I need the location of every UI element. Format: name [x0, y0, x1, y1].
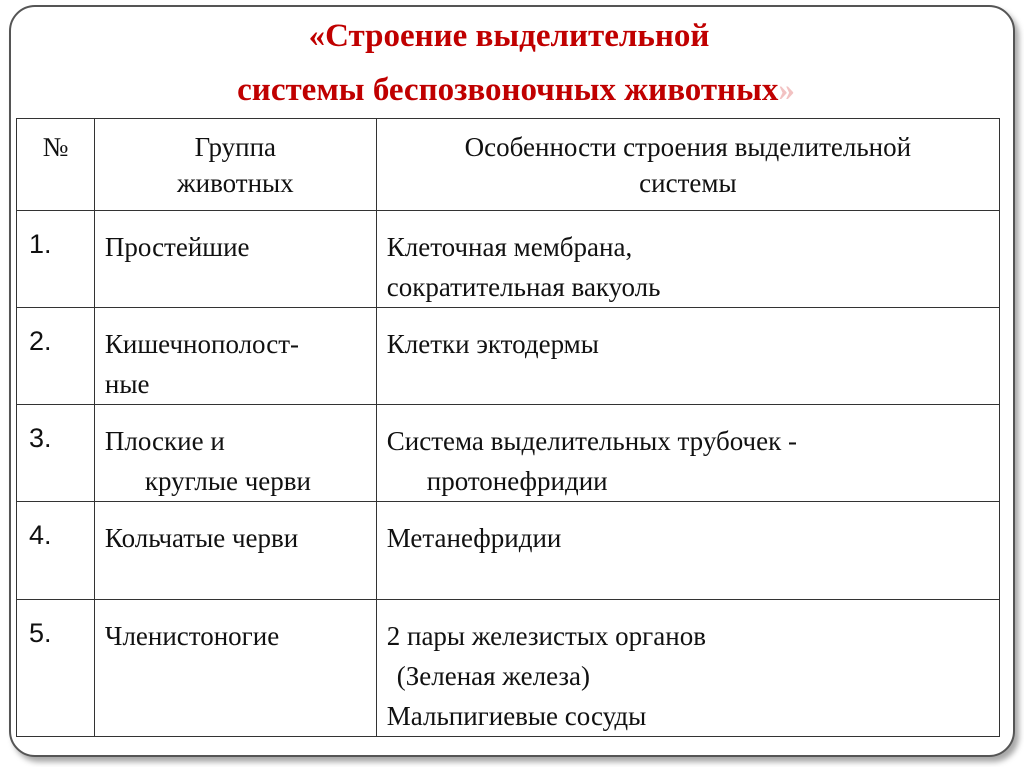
row-number: 1.	[17, 211, 95, 308]
desc-line-1: Система выделительных трубочек -	[386, 426, 797, 456]
table-row	[17, 308, 1000, 405]
row-number: 4.	[17, 502, 95, 600]
title-line-2	[0, 63, 1024, 117]
group-line-1: Кольчатые черви	[104, 523, 299, 553]
title-line-2-text: системы беспозвоночных животных	[237, 72, 779, 108]
row-group	[94, 502, 376, 600]
row-description	[376, 600, 999, 737]
row-description	[376, 502, 999, 600]
desc-line-1: Метанефридии	[386, 523, 562, 553]
group-line-2: ные	[104, 369, 150, 399]
row-group	[94, 600, 376, 737]
desc-line-1: Клеточная мембрана,	[386, 232, 633, 262]
desc-line-2: протонефридии	[426, 466, 608, 496]
row-group	[94, 308, 376, 405]
row-description	[376, 405, 999, 502]
title-close-quote: »	[778, 72, 795, 108]
table-row	[17, 405, 1000, 502]
header-features-line-2: системы	[639, 168, 737, 198]
group-line-1: Плоские и	[104, 426, 225, 456]
header-group-line-2: животных	[176, 168, 294, 198]
table-row	[17, 502, 1000, 600]
table-row	[17, 600, 1000, 737]
title-line-1: «Строение выделительной	[308, 18, 710, 54]
table-header-row	[17, 119, 1000, 211]
desc-line-1: 2 пары железистых органов	[386, 621, 706, 651]
desc-line-3: Мальпигиевые сосуды	[386, 701, 647, 731]
desc-line-1: Клетки эктодермы	[386, 329, 599, 359]
header-num: №	[17, 119, 95, 211]
header-features	[376, 119, 999, 211]
row-number: 5.	[17, 600, 95, 737]
header-group	[94, 119, 376, 211]
row-number: 2.	[17, 308, 95, 405]
row-group	[94, 211, 376, 308]
row-description	[376, 308, 999, 405]
group-line-1: Членистоногие	[104, 621, 280, 651]
table-row	[17, 211, 1000, 308]
group-line-1: Простейшие	[104, 232, 250, 262]
slide-title	[0, 9, 1024, 117]
desc-line-2: (Зеленая железа)	[396, 661, 591, 691]
header-features-line-1: Особенности строения выделительной	[464, 132, 912, 162]
desc-line-2: сократительная вакуоль	[386, 272, 661, 302]
row-description	[376, 211, 999, 308]
row-number: 3.	[17, 405, 95, 502]
row-group	[94, 405, 376, 502]
group-line-2: круглые черви	[144, 466, 311, 496]
excretory-system-table	[16, 118, 1000, 737]
group-line-1: Кишечнополост-	[104, 329, 300, 359]
header-group-line-1: Группа	[194, 132, 277, 162]
